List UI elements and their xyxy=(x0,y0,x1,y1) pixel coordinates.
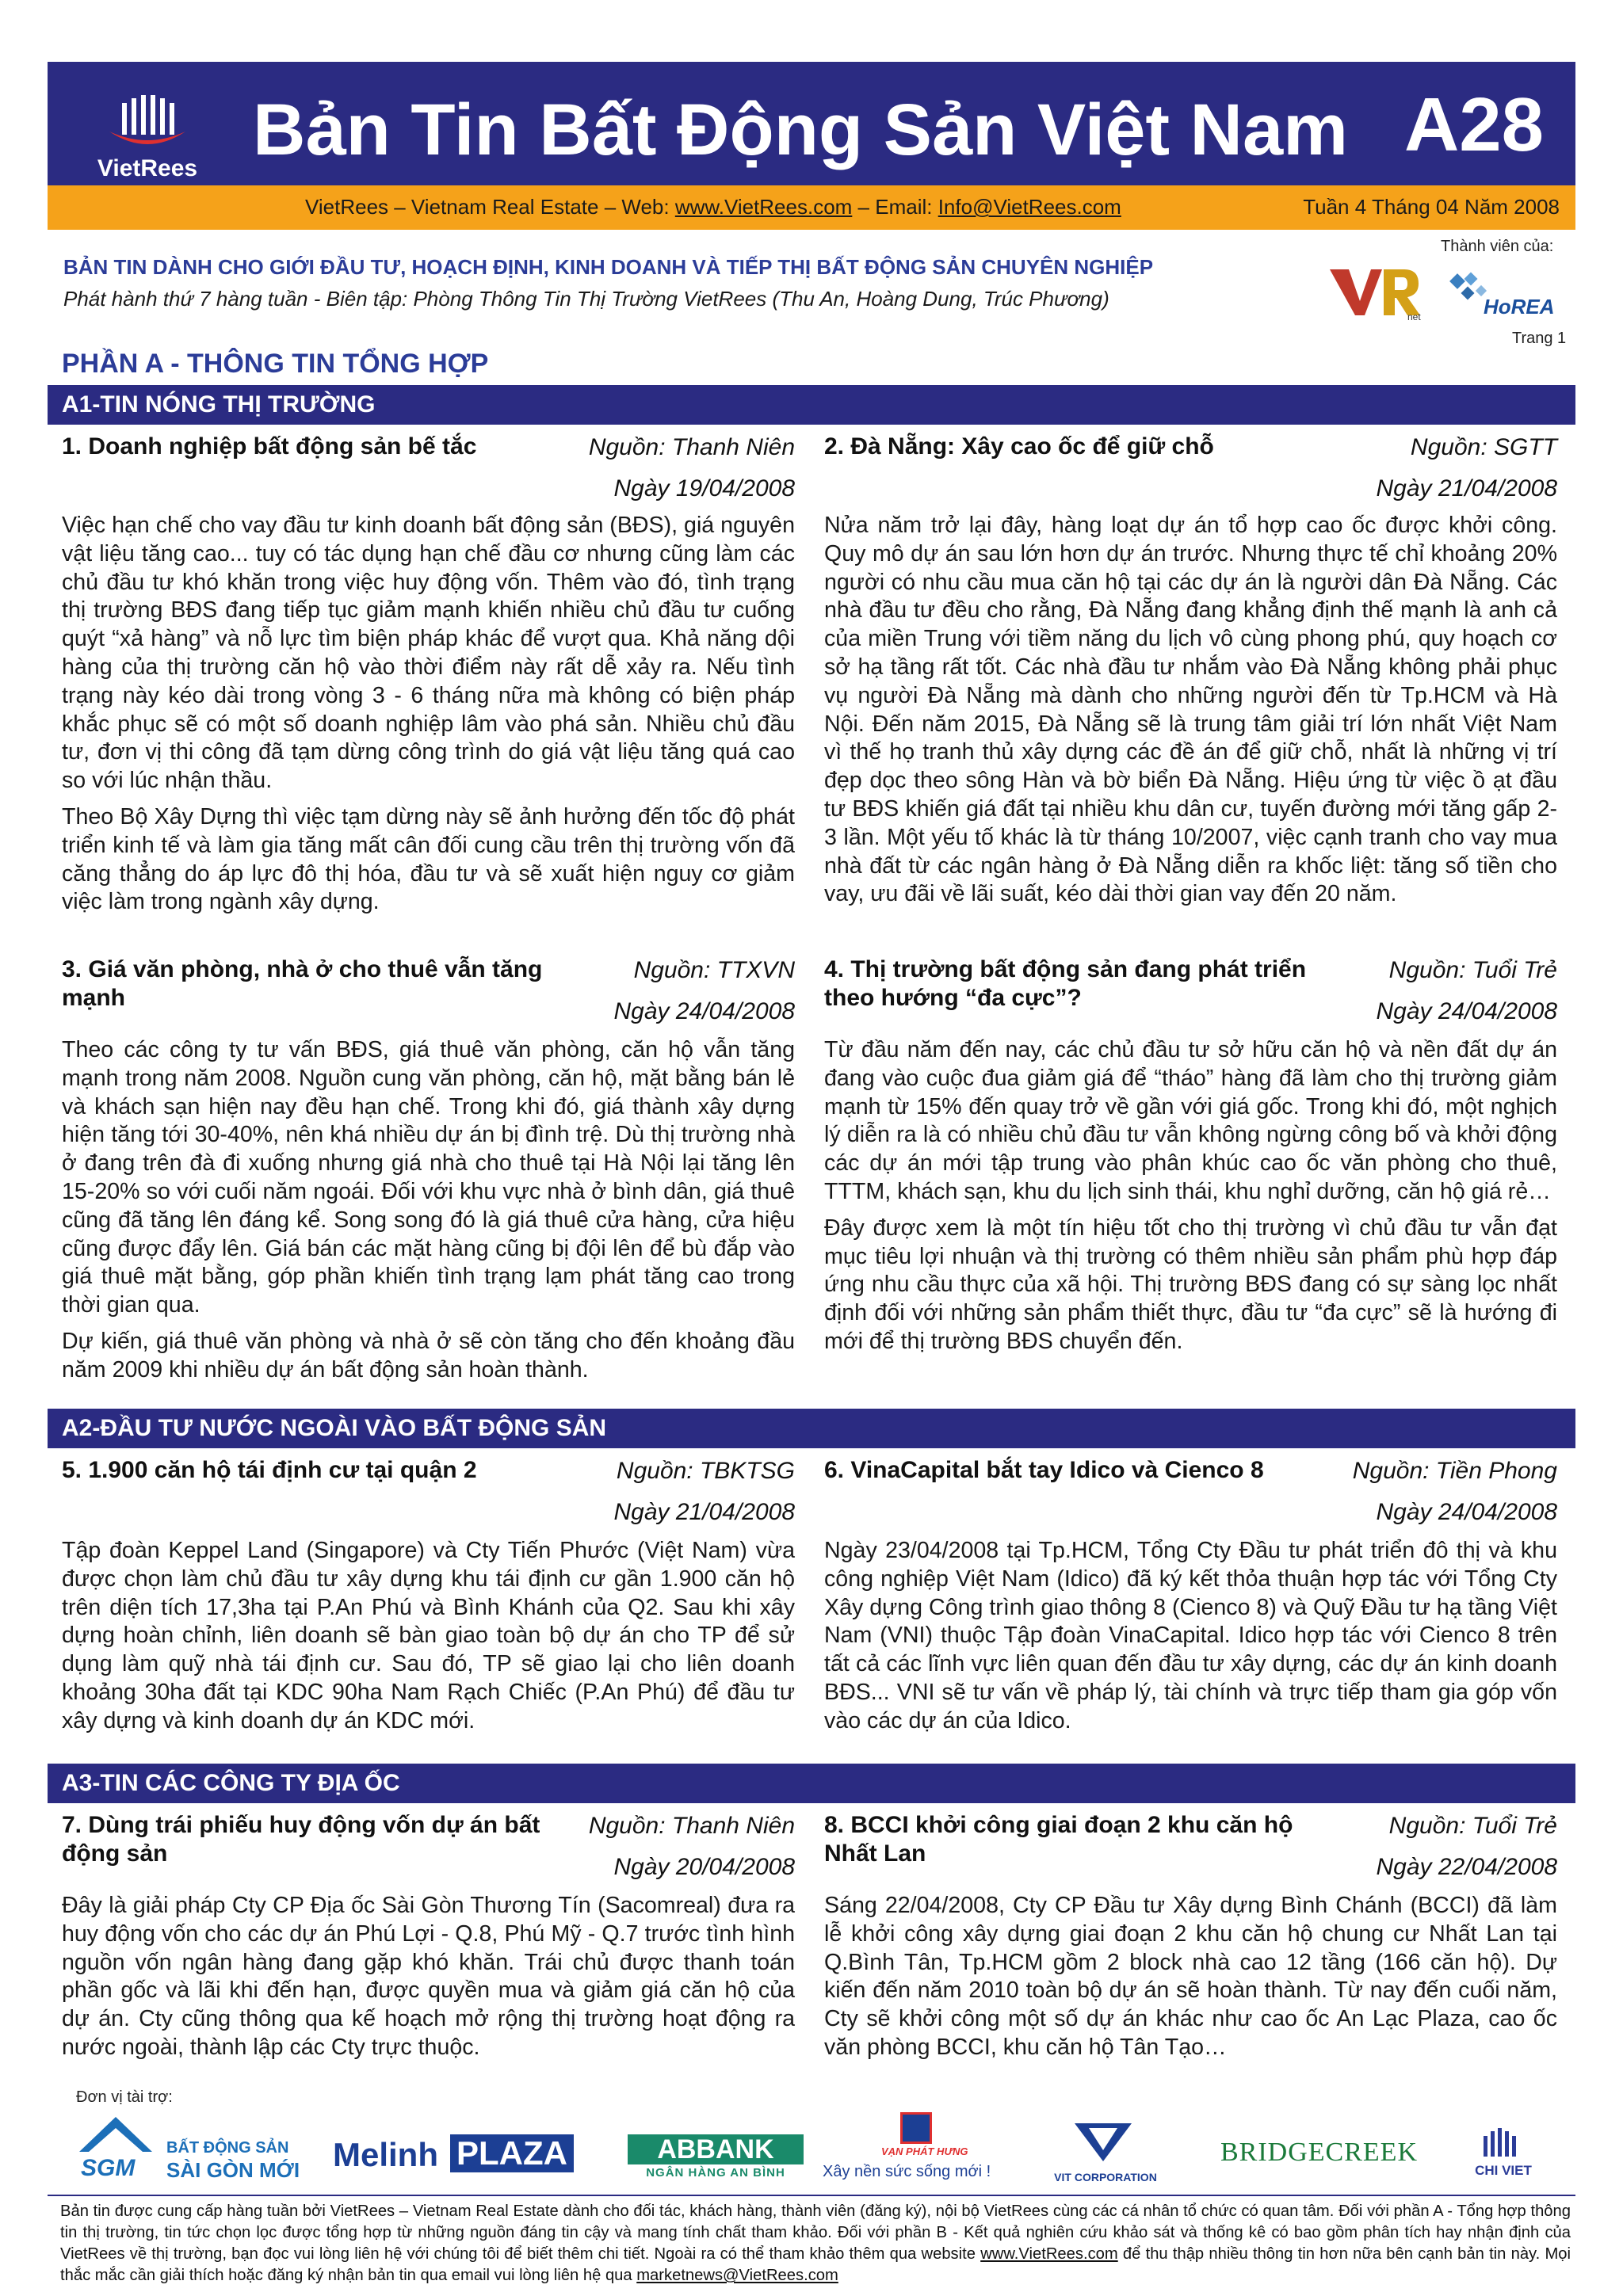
article-paragraph: Ngày 23/04/2008 tại Tp.HCM, Tổng Cty Đầu tư phát triển đô thị và khu công nghiệp Việt Nam (Idico) đã ký kết thỏa thuận hợp tác với Tổng Cty Xây dựng Công trình giao thông 8 (Cienco 8) và Quỹ Đầu tư hạ tầng Việt Nam (VNI) thuộc Tập đoàn VinaCapital. Idico hợp tác với Cienco 8 trên tất cả các lĩnh vực liên quan đến đầu tư xây dựng, các dự án kinh doanh BĐS... VNI sẽ tư vấn về pháp lý, tài chính và trực tiếp tham gia góp vốn vào các dự án của Idico. xyxy=(824,1538,1557,1733)
tagline: BẢN TIN DÀNH CHO GIỚI ĐẦU TƯ, HOẠCH ĐỊNH, KINH DOANH VÀ TIẾP THỊ BẤT ĐỘNG SẢN CHUYÊN NGHIỆP xyxy=(63,255,1154,279)
horea-logo xyxy=(1447,271,1566,322)
page-number: Trang 1 xyxy=(1512,330,1567,347)
article-title: 6. VinaCapital bắt tay Idico và Cienco 8 xyxy=(824,1457,1264,1483)
vietrees-logo xyxy=(70,79,225,182)
contact-bar xyxy=(48,185,1575,230)
footer-text xyxy=(60,2201,1571,2286)
article-paragraph: Sáng 22/04/2008, Cty CP Đầu tư Xây dựng Bình Chánh (BCCI) đã làm lễ khởi công xây dựng giai đoạn 2 khu căn hộ chung cư Nhất Lan tại Q.Bình Tân, Tp.HCM gồm 2 block nhà cao 12 tầng (166 căn hộ). Dự kiến đến năm 2010 toàn bộ dự án sẽ hoàn thành. Từ nay đến cuối năm, Cty sẽ khởi công một số dự án khác như cao ốc An Lạc Plaza, cao ốc văn phòng BCCI, khu căn hộ Tân Tạo… xyxy=(824,1893,1557,2060)
section-a1-bar: A1-TIN NÓNG THỊ TRƯỜNG xyxy=(48,385,1575,425)
article-paragraph: Đây là giải pháp Cty CP Địa ốc Sài Gòn Thương Tín (Sacomreal) đưa ra huy động vốn cho các dự án Phú Lợi - Q.8, Phú Mỹ - Q.7 trước tình hình nguồn vốn ngân hàng đang gặp khó khăn. Trái chủ được thanh toán phần gốc và lãi khi đến hạn, được quyền mua và giảm giá căn hộ của dự án. Cty cũng thông qua kế hoạch mở rộng thị trường hoạt động ra nước ngoài, thành lập các Cty trực thuộc. xyxy=(62,1893,795,2060)
article-title: 2. Đà Nẵng: Xây cao ốc để giữ chỗ xyxy=(824,433,1214,460)
section-a2-bar: A2-ĐẦU TƯ NƯỚC NGOÀI VÀO BẤT ĐỘNG SẢN xyxy=(48,1409,1575,1448)
email-link[interactable]: Info@VietRees.com xyxy=(938,195,1121,219)
article-paragraph: Nửa năm trở lại đây, hàng loạt dự án tổ hợp cao ốc được khởi công. Quy mô dự án sau lớn hơn dự án trước. Nhưng thực tế chỉ khoảng 20% người có nhu cầu mua căn hộ tại các dự án là người dân Đà Nẵng. Các nhà đầu tư đều cho rằng, Đà Nẵng đang khẳng định thế mạnh là anh cả của miền Trung với tiềm năng du lịch vô cùng phong phú, quy hoạch cơ sở hạ tầng rất tốt. Các nhà đầu tư nhắm vào Đà Nẵng không phải phục vụ người Đà Nẵng mà dành cho những người đến từ Tp.HCM và Hà Nội. Đến năm 2015, Đà Nẵng sẽ là trung tâm giải trí lớn nhất Việt Nam vì thế họ tranh thủ xây dựng các đề án để giữ chỗ, nhất là những vị trí đẹp dọc theo sông Hàn và bờ biển Đà Nẵng. Hiệu ứng từ việc ồ ạt đầu tư BĐS khiến giá đất tại nhiều khu dân cư, tuyến đường mới tăng gấp 2-3 lần. Một yếu tố khác là từ tháng 10/2007, việc cạnh tranh cho vay mua nhà đất từ các ngân hàng ở Đà Nẵng diễn ra khốc liệt: tăng số tiền cho vay, ưu đãi về lãi suất, kéo dài thời gian vay đến 20 năm. xyxy=(824,513,1557,907)
article-date: Ngày 24/04/2008 xyxy=(1376,1499,1557,1525)
publish-info: Phát hành thứ 7 hàng tuần - Biên tập: Phòng Thông Tin Thị Trường VietRees (Thu An, Hoàng Dung, Trúc Phương) xyxy=(63,287,1109,311)
article-title: 8. BCCI khởi công giai đoạn 2 khu căn hộ Nhất Lan xyxy=(824,1812,1293,1867)
article-date: Ngày 20/04/2008 xyxy=(613,1854,795,1880)
footer-text-2: để thu thập nhiều thông tin hơn nữa bên cạnh bản tin này. Mọi thắc mắc cần giải thích hoặc đăng ký nhận bản tin qua email vui lòng liên hệ qua xyxy=(60,2245,1571,2284)
newsletter-title: Bản Tin Bất Động Sản Việt Nam xyxy=(253,90,1348,170)
article-date: Ngày 24/04/2008 xyxy=(613,998,795,1024)
svg-text:net: net xyxy=(1407,311,1421,322)
article-paragraph: Việc hạn chế cho vay đầu tư kinh doanh bất động sản (BĐS), giá nguyên vật liệu tăng cao... tuy có tác dụng hạn chế đầu cơ nhưng cũng làm các chủ đầu tư khó khăn trong việc huy động vốn. Thêm vào đó, tình trạng thị trường BĐS đang tiếp tục giảm mạnh khiến nhiều chủ đầu tư cuống quýt “xả hàng” và nỗ lực tìm biện pháp khác để vượt qua. Khả năng dội hàng của thị trường căn hộ vào thời điểm này rất dễ xảy ra. Nếu tình trạng này kéo dài trong vòng 3 - 6 tháng nữa mà không có biện pháp khắc phục sẽ có một số doanh nghiệp lâm vào phá sản. Nhiều chủ đầu tư, đơn vị thi công đã tạm dừng công trình do giá vật liệu tăng quá cao so với lúc nhận thầu. xyxy=(62,513,795,794)
footer-web-link[interactable]: www.VietRees.com xyxy=(980,2245,1118,2263)
article-source: Nguồn: TBKTSG xyxy=(616,1458,795,1484)
vph-slogan: Xây nền sức sống mới ! xyxy=(823,2163,991,2180)
article-title: 1. Doanh nghiệp bất động sản bế tắc xyxy=(62,433,477,460)
article-date: Ngày 21/04/2008 xyxy=(1376,475,1557,502)
vph-name: VẠN PHÁT HƯNG xyxy=(881,2145,968,2157)
footer-text-1: Bản tin được cung cấp hàng tuần bởi VietRees – Vietnam Real Estate dành cho đối tác, khách hàng, thành viên (đăng ký), nội bộ VietRees cùng các cá nhân tổ chức có quan tâm. Đối với phần A - Tổng hợp thông tin thị trường, tin tức chọn lọc được tổng hợp từ những nguồn đáng tin cậy và mang tính chất tham khảo. Đối với phần B - Kết quả nghiên cứu khảo sát và thống kê có bao gồm phân tích hay nhận định của VietRees về thị trường, bạn đọc vui lòng liên hệ với chúng tôi để biết thêm chi tiết. Ngoài ra có thể tham khảo thêm qua website xyxy=(60,2203,1571,2263)
issue-code: A28 xyxy=(1403,82,1545,167)
article-source: Nguồn: TTXVN xyxy=(633,957,795,983)
part-a-title: PHẦN A - THÔNG TIN TỔNG HỢP xyxy=(62,349,489,379)
horea-text: HoREA xyxy=(1484,295,1555,318)
contact-line xyxy=(305,195,1121,219)
article-paragraph: Từ đầu năm đến nay, các chủ đầu tư sở hữu căn hộ và nền đất dự án đang vào cuộc đua giảm giá để “tháo” hàng đã làm cho thị trường giảm mạnh từ 15% đến quay trở về gần với giá gốc. Trong khi đó, một nghịch lý diễn ra là có nhiều chủ đầu tư vẫn không ngừng công bố và khởi động các dự án mới tập trung vào phân khúc cao ốc văn phòng cho thuê, TTTM, khách sạn, khu du lịch sinh thái, khu nghỉ dưỡng, căn hộ giá rẻ… xyxy=(824,1037,1557,1204)
issue-week: Tuần 4 Tháng 04 Năm 2008 xyxy=(1303,195,1560,219)
article-paragraph: Dự kiến, giá thuê văn phòng và nhà ở sẽ còn tăng cho đến khoảng đầu năm 2009 khi nhiều dự án bất động sản hoàn thành. xyxy=(62,1328,795,1383)
article-source: Nguồn: Thanh Niên xyxy=(588,1813,795,1839)
vr-net-logo xyxy=(1325,261,1428,322)
article-date: Ngày 19/04/2008 xyxy=(613,475,795,502)
article-paragraph: Theo các công ty tư vấn BĐS, giá thuê văn phòng, căn hộ vẫn tăng mạnh trong năm 2008. Nguồn cung văn phòng, căn hộ, mặt bằng bán lẻ và khách sạn hiện nay đều hạn chế. Trong khi đó, giá thành xây dựng hiện tăng tới 30-40%, nên khá nhiều dự án bị đình trệ. Dù thị trường nhà ở đang trên đà đi xuống nhưng giá nhà cho thuê tại Hà Nội lại tăng lên 15-20% so với cuối năm ngoái. Đối với khu vực nhà ở bình dân, giá thuê cũng đã tăng lên đáng kể. Song song đó là giá thuê cửa hàng, cửa hiệu cũng được đẩy lên. Giá bán các mặt hàng cũng bị đội lên để bù đắp vào giá thuê mặt bằng, góp phần khiến tình trạng lạm phát tăng cao trong thời gian qua. xyxy=(62,1037,795,1318)
sgm-line2: SÀI GÒN MỚI xyxy=(166,2158,300,2182)
footer-divider xyxy=(48,2195,1575,2196)
web-link[interactable]: www.VietRees.com xyxy=(674,195,853,219)
article-body xyxy=(62,512,795,925)
sponsor-van-phat-hung xyxy=(821,2112,1011,2191)
article-title: 4. Thị trường bất động sản đang phát triển theo hướng “đa cực”? xyxy=(824,956,1307,1011)
article-date: Ngày 24/04/2008 xyxy=(1376,998,1557,1024)
article-source: Nguồn: Tuổi Trẻ xyxy=(1388,1813,1557,1839)
chiviet-text: CHI VIET xyxy=(1475,2163,1532,2178)
sponsor-chiviet xyxy=(1460,2112,1547,2191)
building-logo-icon xyxy=(70,79,225,155)
article-paragraph: Đây được xem là một tín hiệu tốt cho thị trường vì chủ đầu tư vẫn đạt mục tiêu lợi nhuận và thị trường có thêm nhiều sản phẩm phù hợp đáp ứng nhu cầu thực của xã hội. Thị trường BĐS đang có sự sàng lọc nhất định đối với những sản phẩm thiết thực, đầu tư “đa cực” sẽ là hướng đi mới để thị trường BĐS chuyển đến. xyxy=(824,1215,1557,1354)
sgm-short: SGM xyxy=(81,2155,136,2181)
contact-prefix: VietRees – Vietnam Real Estate – Web: xyxy=(305,195,675,219)
footer-email-link[interactable]: marketnews@VietRees.com xyxy=(636,2267,838,2284)
email-prefix: – Email: xyxy=(852,195,938,219)
article-body xyxy=(824,1036,1557,1364)
sponsors-label: Đơn vị tài trợ: xyxy=(76,2088,173,2106)
chiviet-building-icon xyxy=(1479,2125,1526,2160)
abbank-sub: NGÂN HÀNG AN BÌNH xyxy=(646,2166,785,2180)
article-date: Ngày 22/04/2008 xyxy=(1376,1854,1557,1880)
article-source: Nguồn: SGTT xyxy=(1410,434,1557,460)
sponsor-vit xyxy=(1032,2112,1174,2191)
article-body xyxy=(824,1892,1557,2070)
article-body xyxy=(62,1892,795,2070)
article-source: Nguồn: Tuổi Trẻ xyxy=(1388,957,1557,983)
logo-text: VietRees xyxy=(97,155,198,181)
abbank-text: ABBANK xyxy=(628,2134,804,2164)
article-body xyxy=(824,1537,1557,1744)
article-body xyxy=(62,1537,795,1744)
article-title: 5. 1.900 căn hộ tái định cư tại quận 2 xyxy=(62,1457,477,1483)
article-body xyxy=(62,1036,795,1393)
sgm-line1: BẤT ĐỘNG SẢN xyxy=(166,2139,289,2157)
article-paragraph: Tập đoàn Keppel Land (Singapore) và Cty Tiến Phước (Việt Nam) vừa được chọn làm chủ đầu tư xây dựng khu tái định cư gần 1.900 căn hộ trên diện tích 17,3ha tại P.An Phú và Bình Khánh của Q2. Sau khi xây dựng hoàn chỉnh, liên doanh sẽ bàn giao toàn bộ dự án cho TP để sử dụng làm quỹ nhà tái định cư. Sau đó, TP sẽ giao lại cho liên doanh khoảng 30ha đất tại KDC 90ha Nam Rạch Chiếc (P.An Phú) để đầu tư xây dựng và kinh doanh dự án KDC mới. xyxy=(62,1538,795,1733)
sponsor-sgm xyxy=(76,2112,306,2191)
sponsor-melinh xyxy=(333,2112,586,2191)
melinh-text: Melinh xyxy=(333,2136,438,2173)
plaza-text: PLAZA xyxy=(450,2134,574,2172)
vit-text: VIT CORPORATION xyxy=(1054,2171,1157,2183)
sgm-roof-icon xyxy=(76,2112,155,2157)
vit-triangle-icon xyxy=(1071,2120,1135,2163)
article-title: 7. Dùng trái phiếu huy động vốn dự án bất động sản xyxy=(62,1812,540,1867)
bridgecreek-text: BRIDGECREEK xyxy=(1220,2138,1418,2167)
article-date: Ngày 21/04/2008 xyxy=(613,1499,795,1525)
article-title: 3. Giá văn phòng, nhà ở cho thuê vẫn tăng mạnh xyxy=(62,956,543,1011)
article-paragraph: Theo Bộ Xây Dựng thì việc tạm dừng này sẽ ảnh hưởng đến tốc độ phát triển kinh tế và làm gia tăng mất cân đối cung cầu trên thị trường vốn đã căng thẳng do áp lực đô thị hóa, đầu tư và sẽ xuất hiện nguy cơ giảm việc làm trong ngành xây dựng. xyxy=(62,803,795,915)
section-a3-bar: A3-TIN CÁC CÔNG TY ĐỊA ỐC xyxy=(48,1764,1575,1803)
sponsor-abbank xyxy=(628,2112,804,2191)
vph-logo-icon xyxy=(900,2112,932,2144)
article-source: Nguồn: Tiền Phong xyxy=(1352,1458,1557,1484)
article-body xyxy=(824,512,1557,917)
member-of-label: Thành viên của: xyxy=(1441,238,1554,255)
article-source: Nguồn: Thanh Niên xyxy=(588,434,795,460)
sponsor-bridgecreek xyxy=(1220,2112,1426,2191)
